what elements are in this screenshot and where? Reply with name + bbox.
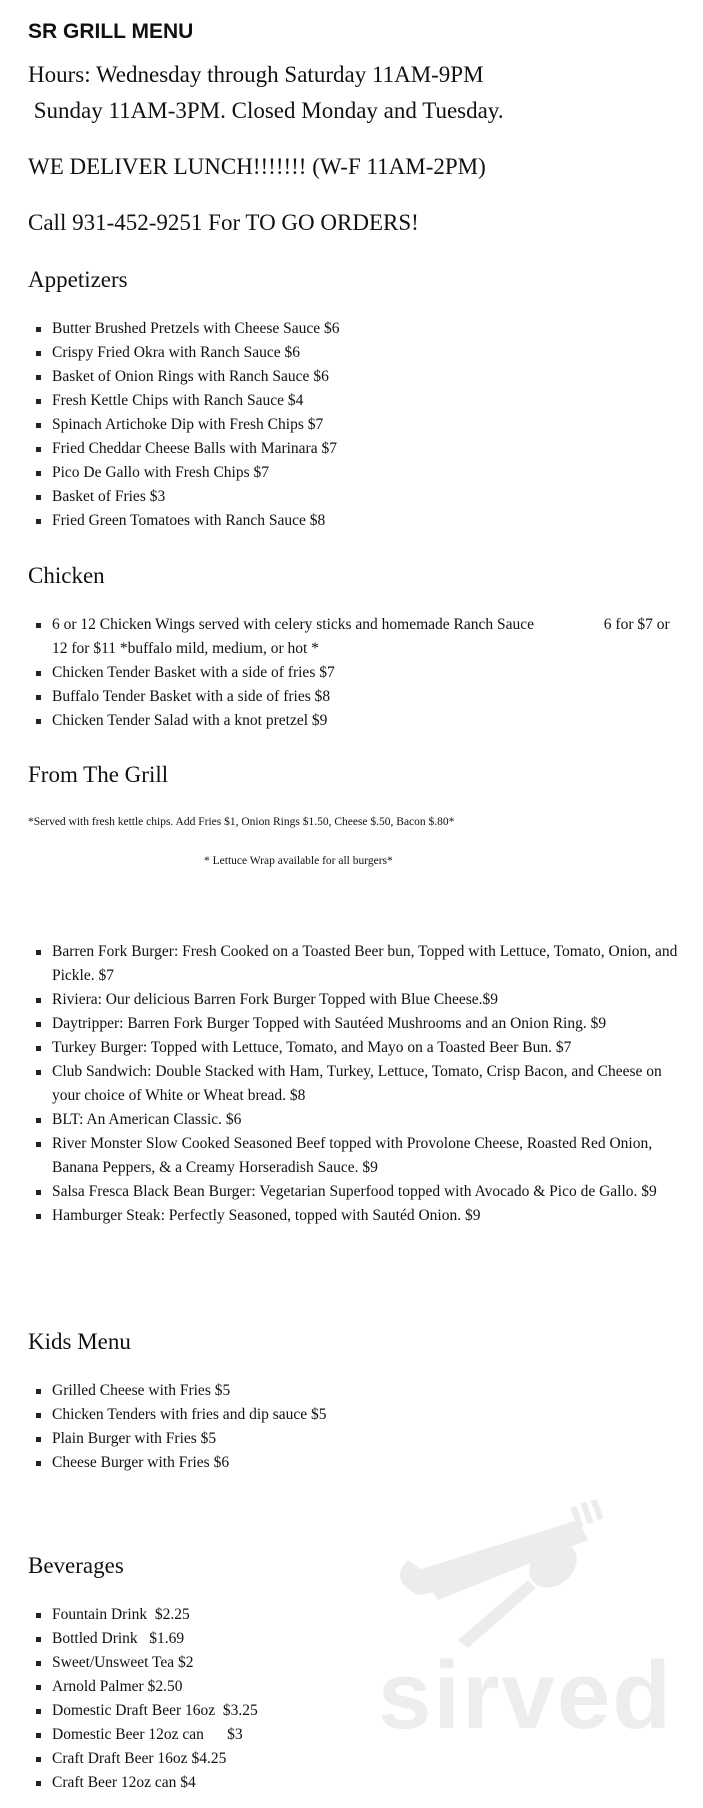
fork-spoon-icon [378, 1500, 658, 1650]
list-item: Plain Burger with Fries $5 [52, 1427, 678, 1451]
list-item: Barren Fork Burger: Fresh Cooked on a Toasted Beer bun, Topped with Lettuce, Tomato, Onion, and Pickle. $7 [52, 940, 678, 988]
grill-note-sides: *Served with fresh kettle chips. Add Fries $1, Onion Rings $1.50, Cheese $.50, Bacon $.80* [28, 816, 455, 828]
kids-heading: Kids Menu [28, 1329, 131, 1354]
list-item: Cheese Burger with Fries $6 [52, 1451, 678, 1475]
call-notice: Call 931-452-9251 For TO GO ORDERS! [28, 210, 419, 235]
kids-list [28, 1379, 678, 1475]
list-item: Salsa Fresca Black Bean Burger: Vegetarian Superfood topped with Avocado & Pico de Gallo. $9 [52, 1180, 678, 1204]
hours-line-2: Sunday 11AM-3PM. Closed Monday and Tuesday. [28, 98, 504, 123]
list-item: Basket of Fries $3 [52, 485, 678, 509]
watermark-text: sirved [378, 1642, 673, 1749]
list-item: Daytripper: Barren Fork Burger Topped with Sautéed Mushrooms and an Onion Ring. $9 [52, 1012, 678, 1036]
list-item: Turkey Burger: Topped with Lettuce, Tomato, and Mayo on a Toasted Beer Bun. $7 [52, 1036, 678, 1060]
appetizers-heading: Appetizers [28, 267, 128, 292]
list-item: BLT: An American Classic. $6 [52, 1108, 678, 1132]
hours-line-1: Hours: Wednesday through Saturday 11AM-9PM [28, 62, 484, 87]
appetizers-list [28, 317, 678, 533]
list-item: Bottled Drink $1.69 [52, 1627, 678, 1651]
list-item: Arnold Palmer $2.50 [52, 1675, 678, 1699]
list-item: Basket of Onion Rings with Ranch Sauce $6 [52, 365, 678, 389]
list-item: Fresh Kettle Chips with Ranch Sauce $4 [52, 389, 678, 413]
delivery-notice: WE DELIVER LUNCH!!!!!!! (W-F 11AM-2PM) [28, 154, 486, 179]
list-item: Club Sandwich: Double Stacked with Ham, Turkey, Lettuce, Tomato, Crisp Bacon, and Cheese on your choice of White or Wheat bread. $8 [52, 1060, 678, 1108]
list-item: Chicken Tenders with fries and dip sauce $5 [52, 1403, 678, 1427]
list-item: Fried Cheddar Cheese Balls with Marinara $7 [52, 437, 678, 461]
list-item: Spinach Artichoke Dip with Fresh Chips $7 [52, 413, 678, 437]
sirved-watermark [378, 1500, 673, 1750]
list-item: Craft Draft Beer 16oz $4.25 [52, 1747, 678, 1771]
grill-list [28, 940, 678, 1228]
list-item: Craft Beer 12oz can $4 [52, 1771, 678, 1795]
grill-note-lettuce-wrap: * Lettuce Wrap available for all burgers* [204, 855, 393, 867]
list-item: Sweet/Unsweet Tea $2 [52, 1651, 678, 1675]
list-item: Pico De Gallo with Fresh Chips $7 [52, 461, 678, 485]
beverages-heading: Beverages [28, 1553, 124, 1578]
list-item: Chicken Tender Salad with a knot pretzel $9 [52, 709, 678, 733]
chicken-list [28, 613, 678, 733]
list-item: 6 or 12 Chicken Wings served with celery sticks and homemade Ranch Sauce 6 for $7 or 12 for $11 *buffalo mild, medium, or hot * [52, 613, 678, 661]
list-item: Domestic Beer 12oz can $3 [52, 1723, 678, 1747]
list-item: River Monster Slow Cooked Seasoned Beef topped with Provolone Cheese, Roasted Red Onion, Banana Peppers, & a Creamy Horseradish Sauce. $9 [52, 1132, 678, 1180]
list-item: Grilled Cheese with Fries $5 [52, 1379, 678, 1403]
list-item: Buffalo Tender Basket with a side of fries $8 [52, 685, 678, 709]
list-item: Hamburger Steak: Perfectly Seasoned, topped with Sautéd Onion. $9 [52, 1204, 678, 1228]
page-title: SR GRILL MENU [28, 20, 194, 43]
list-item: Riviera: Our delicious Barren Fork Burger Topped with Blue Cheese.$9 [52, 988, 678, 1012]
list-item: Fountain Drink $2.25 [52, 1603, 678, 1627]
grill-heading: From The Grill [28, 762, 169, 787]
chicken-heading: Chicken [28, 563, 105, 588]
list-item: Fried Green Tomatoes with Ranch Sauce $8 [52, 509, 678, 533]
list-item: Crispy Fried Okra with Ranch Sauce $6 [52, 341, 678, 365]
list-item: Domestic Draft Beer 16oz $3.25 [52, 1699, 678, 1723]
list-item: Butter Brushed Pretzels with Cheese Sauce $6 [52, 317, 678, 341]
list-item: Chicken Tender Basket with a side of fries $7 [52, 661, 678, 685]
